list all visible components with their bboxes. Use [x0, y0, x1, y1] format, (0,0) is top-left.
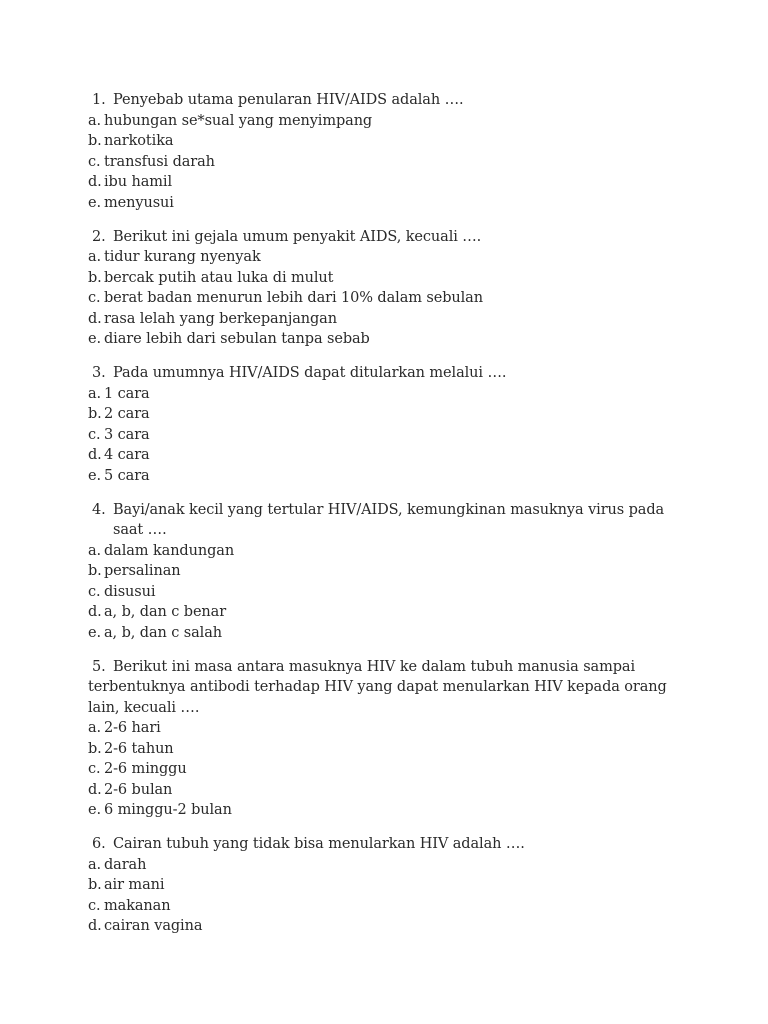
option-text: 1 cara — [104, 385, 150, 402]
option-text: berat badan menurun lebih dari 10% dalam sebulan — [104, 290, 483, 306]
question-6 — [88, 834, 688, 937]
option-text: darah — [104, 856, 147, 873]
option-letter: c. — [88, 897, 101, 914]
option-letter: d. — [88, 781, 102, 798]
option-text: air mani — [104, 877, 165, 893]
option-b — [88, 268, 688, 289]
option-text: 2 cara — [104, 406, 150, 422]
option-letter: e. — [88, 331, 101, 347]
option-text: rasa lelah yang berkepanjangan — [104, 310, 337, 327]
option-d — [88, 916, 688, 937]
option-b — [88, 561, 688, 582]
option-d — [88, 309, 688, 330]
option-letter: e. — [88, 194, 101, 211]
option-a — [88, 718, 688, 739]
option-d — [88, 445, 688, 466]
option-letter: b. — [88, 269, 102, 286]
question-5 — [88, 657, 688, 821]
option-letter: e. — [88, 802, 101, 818]
option-text: a, b, dan c benar — [104, 604, 227, 620]
option-text: 3 cara — [104, 426, 150, 443]
option-b — [88, 404, 688, 425]
option-a — [88, 541, 688, 562]
question-text: Bayi/anak kecil yang tertular HIV/AIDS, kemungkinan masuknya virus pada saat …. — [113, 501, 665, 538]
option-letter: a. — [88, 542, 102, 559]
option-c — [88, 288, 688, 309]
option-text: 6 minggu-2 bulan — [104, 802, 232, 818]
option-text: bercak putih atau luka di mulut — [104, 269, 334, 286]
option-letter: d. — [88, 604, 102, 620]
option-c — [88, 425, 688, 446]
question-number: 5. — [92, 658, 106, 675]
option-d — [88, 780, 688, 801]
option-e — [88, 329, 688, 350]
option-letter: c. — [88, 426, 101, 443]
question-stem — [88, 363, 688, 384]
question-text: Pada umumnya HIV/AIDS dapat ditularkan melalui …. — [113, 365, 507, 381]
option-letter: b. — [88, 563, 102, 579]
option-letter: e. — [88, 467, 101, 484]
question-number: 2. — [92, 228, 106, 245]
option-text: cairan vagina — [104, 918, 203, 934]
option-d — [88, 602, 688, 623]
option-text: a, b, dan c salah — [104, 624, 222, 641]
question-stem — [88, 90, 688, 111]
option-letter: b. — [88, 406, 102, 422]
option-letter: b. — [88, 877, 102, 893]
option-c — [88, 582, 688, 603]
question-number: 6. — [92, 836, 106, 852]
option-text: diare lebih dari sebulan tanpa sebab — [104, 331, 370, 347]
option-text: transfusi darah — [104, 153, 215, 170]
question-2 — [88, 227, 688, 350]
quiz-document — [88, 90, 688, 950]
option-letter: d. — [88, 310, 102, 327]
option-letter: c. — [88, 153, 101, 170]
option-letter: d. — [88, 174, 102, 190]
option-text: 2-6 bulan — [104, 781, 173, 798]
option-text: hubungan se*sual yang menyimpang — [104, 112, 373, 129]
question-text: Berikut ini gejala umum penyakit AIDS, kecuali …. — [113, 228, 482, 245]
option-text: disusui — [104, 583, 156, 600]
question-4 — [88, 500, 688, 644]
question-stem — [88, 657, 688, 719]
option-text: 2-6 minggu — [104, 761, 187, 777]
option-letter: d. — [88, 447, 102, 463]
option-text: 5 cara — [104, 467, 150, 484]
option-b — [88, 739, 688, 760]
option-letter: b. — [88, 133, 102, 149]
question-text: Cairan tubuh yang tidak bisa menularkan HIV adalah …. — [113, 836, 525, 852]
option-c — [88, 152, 688, 173]
question-number: 4. — [92, 501, 106, 518]
option-letter: c. — [88, 761, 101, 777]
question-stem — [88, 500, 688, 541]
option-text: narkotika — [104, 133, 174, 149]
option-text: 4 cara — [104, 447, 150, 463]
option-b — [88, 875, 688, 896]
option-letter: a. — [88, 249, 102, 265]
option-letter: a. — [88, 720, 102, 736]
option-text: persalinan — [104, 563, 181, 579]
option-text: 2-6 hari — [104, 720, 161, 736]
option-letter: a. — [88, 112, 102, 129]
option-e — [88, 193, 688, 214]
option-letter: a. — [88, 856, 102, 873]
option-text: 2-6 tahun — [104, 740, 174, 757]
option-d — [88, 172, 688, 193]
option-letter: b. — [88, 740, 102, 757]
option-e — [88, 623, 688, 644]
option-letter: c. — [88, 290, 101, 306]
question-3 — [88, 363, 688, 486]
option-text: dalam kandungan — [104, 542, 235, 559]
question-stem — [88, 227, 688, 248]
question-stem — [88, 834, 688, 855]
question-1 — [88, 90, 688, 213]
option-a — [88, 384, 688, 405]
option-text: tidur kurang nyenyak — [104, 249, 261, 265]
option-a — [88, 855, 688, 876]
option-letter: e. — [88, 624, 101, 641]
question-number: 3. — [92, 365, 106, 381]
option-a — [88, 247, 688, 268]
question-text: Penyebab utama penularan HIV/AIDS adalah …. — [113, 92, 464, 108]
option-letter: a. — [88, 385, 102, 402]
option-e — [88, 466, 688, 487]
option-text: ibu hamil — [104, 174, 172, 190]
option-text: makanan — [104, 897, 171, 914]
option-letter: c. — [88, 583, 101, 600]
option-letter: d. — [88, 918, 102, 934]
option-b — [88, 131, 688, 152]
option-text: menyusui — [104, 194, 174, 211]
option-e — [88, 800, 688, 821]
option-a — [88, 111, 688, 132]
option-c — [88, 896, 688, 917]
question-number: 1. — [92, 92, 106, 108]
question-text: Berikut ini masa antara masuknya HIV ke dalam tubuh manusia sampai terbentuknya antibodi terhadap HIV yang dapat menularkan HIV kepada orang lain, kecuali …. — [88, 658, 667, 716]
option-c — [88, 759, 688, 780]
